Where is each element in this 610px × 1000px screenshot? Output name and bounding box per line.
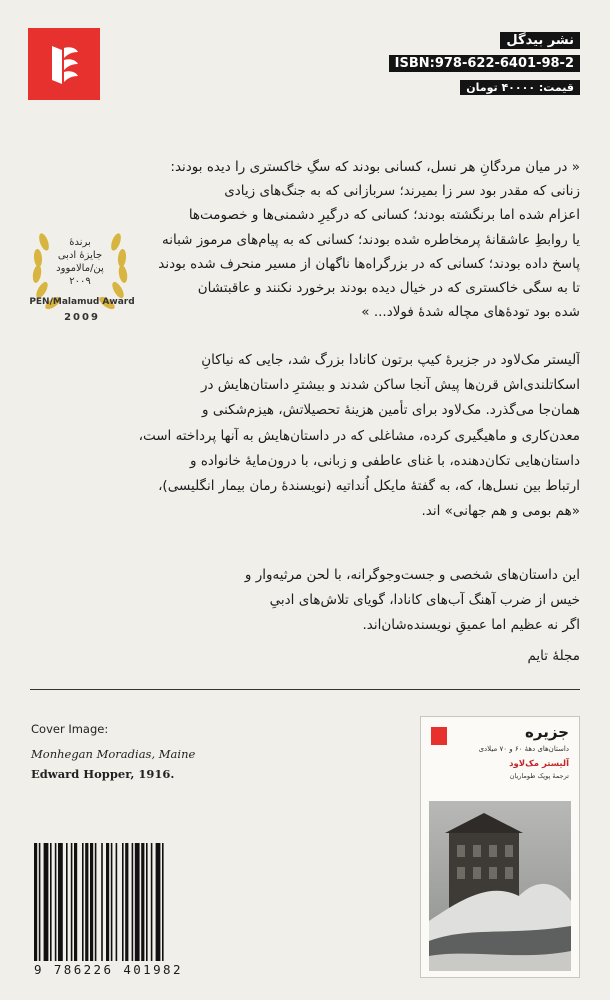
publisher-logo-small xyxy=(431,727,447,745)
barcode-bar xyxy=(122,843,124,961)
barcode-bar xyxy=(116,843,118,961)
award-name-english: PEN/Malamud Award xyxy=(29,297,135,307)
quote-line: « در میان مردگانِ هر نسل، کسانی بودند که سگِ خاکستری را دیده بودند: xyxy=(170,159,580,175)
quote-line: زنانی که مقدر بود سر زا بمیرند؛ سربازانی که به جنگ‌های زیادی xyxy=(224,183,580,200)
barcode-bar xyxy=(55,843,57,961)
cover-credit-label: Cover Image: xyxy=(31,722,109,736)
bio-line: معدن‌کاری و ماهیگیری کرده، مشاغلی که در داستان‌هایش به آنها پرداخته است، xyxy=(138,427,580,444)
award-line: برندۀ xyxy=(69,237,91,248)
barcode-bar xyxy=(44,843,49,961)
cover-painting-image xyxy=(429,801,571,971)
book-icon xyxy=(28,28,100,100)
cover-credit-title: Monhegan Moradias, Maine xyxy=(31,747,196,761)
isbn-label: ISBN:978-622-6401-98-2 xyxy=(389,55,580,72)
award-line: ۲۰۰۹ xyxy=(69,276,91,287)
barcode-bar xyxy=(71,843,73,961)
price-label: قیمت: ۴۰۰۰۰ تومان xyxy=(460,80,580,95)
barcode-bar xyxy=(74,843,77,961)
barcode-bar xyxy=(132,843,134,961)
review-line: اگر نه عظیم اما عمیقِ نویسنده‌شان‌اند. xyxy=(362,617,580,633)
bio-line: آلیستر مک‌لاود در جزیرۀ کیپ برتون کانادا بزرگ شد، جایی که نیاکانِ xyxy=(201,352,580,368)
barcode-bar xyxy=(146,843,148,961)
barcode-bar xyxy=(151,843,153,961)
barcode-bar xyxy=(58,843,63,961)
barcode-bar xyxy=(101,843,103,961)
barcode-bar xyxy=(34,843,37,961)
barcode-bar xyxy=(106,843,109,961)
quote-line: یا روابطِ عاشقانۀ پرمخاطره شده بودند؛ کسانی که به پیام‌های مرموز شبانه xyxy=(162,231,580,248)
bio-line: داستان‌هایی تکان‌دهنده، با غنای عاطفی و زبانی، با درون‌مایۀ خانواده و xyxy=(190,452,580,469)
barcode-bar xyxy=(111,843,113,961)
book-translator: ترجمۀ پوپک طوماریان xyxy=(509,772,569,780)
barcode-bar xyxy=(162,843,164,961)
publisher-logo xyxy=(28,28,100,100)
divider xyxy=(30,689,580,690)
publisher-name: نشر بیدگل xyxy=(500,32,580,49)
book-subtitle: داستان‌های دهۀ ۶۰ و ۷۰ میلادی xyxy=(478,745,569,753)
barcode-bar xyxy=(66,843,68,961)
barcode-bar xyxy=(90,843,93,961)
barcode-number: 9 786226 401982 xyxy=(34,962,183,977)
barcode xyxy=(34,843,214,961)
barcode-bar xyxy=(156,843,161,961)
book-author: آلیستر مک‌لاود xyxy=(509,759,569,769)
barcode-bar xyxy=(39,843,41,961)
bio-line: همان‌جا می‌گذرد. مک‌لاود برای تأمین هزینۀ تحصیلاتش، هیزم‌شکنی و xyxy=(202,402,580,419)
barcode-bar xyxy=(50,843,52,961)
cover-credit-artist: Edward Hopper, 1916. xyxy=(31,767,175,781)
cover-credit xyxy=(31,717,195,781)
award-line: جایزۀ ادبی xyxy=(57,250,103,261)
award-line: پن/مالاموود xyxy=(56,263,104,274)
award-title xyxy=(40,236,120,288)
barcode-bar xyxy=(85,843,88,961)
barcode-bar xyxy=(135,843,140,961)
review-line: خیس از ضرب آهنگ آب‌های کانادا، گویای تلاش‌های ادبیِ xyxy=(269,592,580,608)
quote-line: پاسخ داده بودند؛ کسانی که در بزرگراه‌ها ناگهان از مسیر منحرف شده بودند xyxy=(158,255,580,272)
quote-line: تا به سگی خاکستری که در خیال دیده بودند برخورد نکنند و عاقبتشان xyxy=(197,280,580,297)
barcode-bar xyxy=(125,843,128,961)
barcode-bar xyxy=(82,843,84,961)
press-review xyxy=(20,563,580,669)
book-excerpt-quote xyxy=(155,155,580,324)
book-cover-thumbnail xyxy=(421,717,579,977)
quote-line: اعزام شده اما برنگشته بودند؛ کسانی که درگیرِ دشمنی‌ها و خصومت‌ها xyxy=(188,207,580,224)
bio-line: ارتباط بین نسل‌ها، که، به گفتۀ مایکل اُنداتیه (نویسندۀ رمان بیمار انگلیسی)، xyxy=(158,478,580,495)
bio-line: اسکاتلندی‌اش قرن‌ها پیش آنجا ساکن شدند و بیشترِ داستان‌هایش در xyxy=(200,377,580,394)
bio-line: «هم بومی و هم جهانی» اند. xyxy=(421,503,580,520)
barcode-bar xyxy=(95,843,97,961)
author-bio xyxy=(20,348,580,524)
book-title: جزیره xyxy=(525,723,569,741)
review-line: این داستان‌های شخصی و جست‌وجوگرانه، با لحن مرثیه‌وار و xyxy=(244,567,580,583)
quote-line: شده بود تودۀ‌های مچاله شدۀ فولاد... » xyxy=(361,304,580,321)
barcode-bar xyxy=(141,843,144,961)
award-year: 2009 xyxy=(64,312,100,323)
review-source: مجلۀ تایم xyxy=(527,648,580,664)
